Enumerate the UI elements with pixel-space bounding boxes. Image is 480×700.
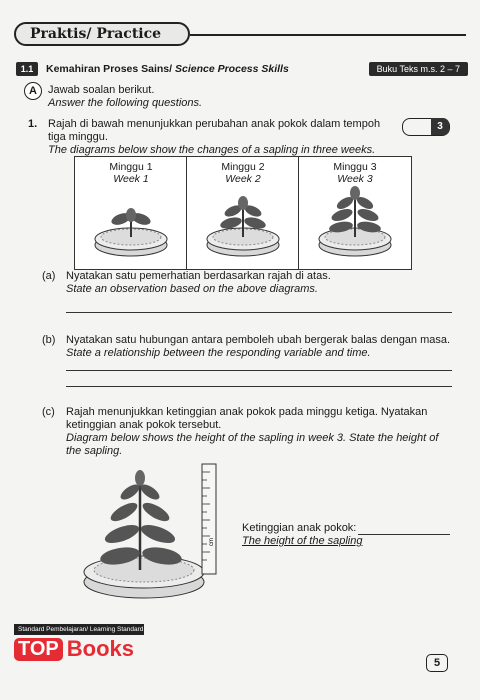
part-b-ms: Nyatakan satu hubungan antara pemboleh ubah bergerak balas dengan masa. <box>66 334 451 346</box>
part-b-label: (b) <box>42 334 56 346</box>
week-3-ms: Minggu 3 <box>333 161 377 173</box>
height-answer-en: The height of the sapling <box>242 535 363 547</box>
week-3-box <box>298 156 412 270</box>
sapling-week-2-illustration <box>187 157 299 269</box>
part-b-en: State a relationship between the responding variable and time. <box>66 347 371 359</box>
part-c-en-line1: Diagram below shows the height of the sapling in week 3. State the height of <box>66 432 439 444</box>
section-title <box>46 62 289 76</box>
section-row <box>16 62 468 76</box>
sapling-week-3-illustration <box>299 157 411 269</box>
marks-box <box>402 118 450 136</box>
practice-title: Praktis/ Practice <box>30 26 162 42</box>
instruction-en: Answer the following questions. <box>48 97 203 109</box>
practice-header <box>14 22 190 46</box>
part-c-en-line2: the sapling. <box>66 445 123 457</box>
logo-top: TOP <box>14 638 63 661</box>
week-3-en: Week 3 <box>337 173 373 185</box>
part-a-en: State an observation based on the above diagrams. <box>66 283 318 295</box>
learning-standard-bar: Standard Pembelajaran/ Learning Standard <box>14 624 144 635</box>
section-title-ms: Kemahiran Proses Sains/ <box>46 63 173 75</box>
header-rule <box>190 34 466 36</box>
part-c-label: (c) <box>42 406 55 418</box>
sapling-week-1-illustration <box>75 157 187 269</box>
section-number: 1.1 <box>16 62 38 76</box>
part-a-label: (a) <box>42 270 56 282</box>
question-number: 1. <box>28 118 38 130</box>
topbooks-logo <box>14 636 134 662</box>
week-2-ms: Minggu 2 <box>221 161 265 173</box>
question-ms-line1: Rajah di bawah menunjukkan perubahan anak pokok dalam tempoh <box>48 118 381 130</box>
section-title-en: Science Process Skills <box>174 63 289 75</box>
part-b-answer-line-2[interactable] <box>66 386 452 387</box>
part-c-ms-line1: Rajah menunjukkan ketinggian anak pokok pada minggu ketiga. Nyatakan <box>66 406 428 418</box>
sapling-with-ruler-illustration <box>78 460 238 610</box>
part-a-answer-line[interactable] <box>66 312 452 313</box>
question-ms-line2: tiga minggu. <box>48 131 108 143</box>
height-answer-ms: Ketinggian anak pokok: <box>242 522 357 534</box>
week-2-en: Week 2 <box>225 173 261 185</box>
height-answer-line[interactable] <box>358 534 450 535</box>
part-a-ms: Nyatakan satu pemerhatian berdasarkan rajah di atas. <box>66 270 331 282</box>
marks-value: 3 <box>431 118 449 135</box>
week-1-box <box>74 156 188 270</box>
week-2-box <box>186 156 300 270</box>
part-a-badge: A <box>24 82 42 100</box>
textbook-ref-badge: Buku Teks m.s. 2 – 7 <box>369 62 468 76</box>
part-c-ms-line2: ketinggian anak pokok tersebut. <box>66 419 222 431</box>
week-1-ms: Minggu 1 <box>109 161 153 173</box>
part-b-answer-line-1[interactable] <box>66 370 452 371</box>
question-en: The diagrams below show the changes of a sapling in three weeks. <box>48 144 376 156</box>
ruler-unit: cm <box>209 538 215 546</box>
logo-books: Books <box>66 636 135 661</box>
week-1-en: Week 1 <box>113 173 149 185</box>
page-number: 5 <box>426 654 448 672</box>
instruction-ms: Jawab soalan berikut. <box>48 84 155 96</box>
